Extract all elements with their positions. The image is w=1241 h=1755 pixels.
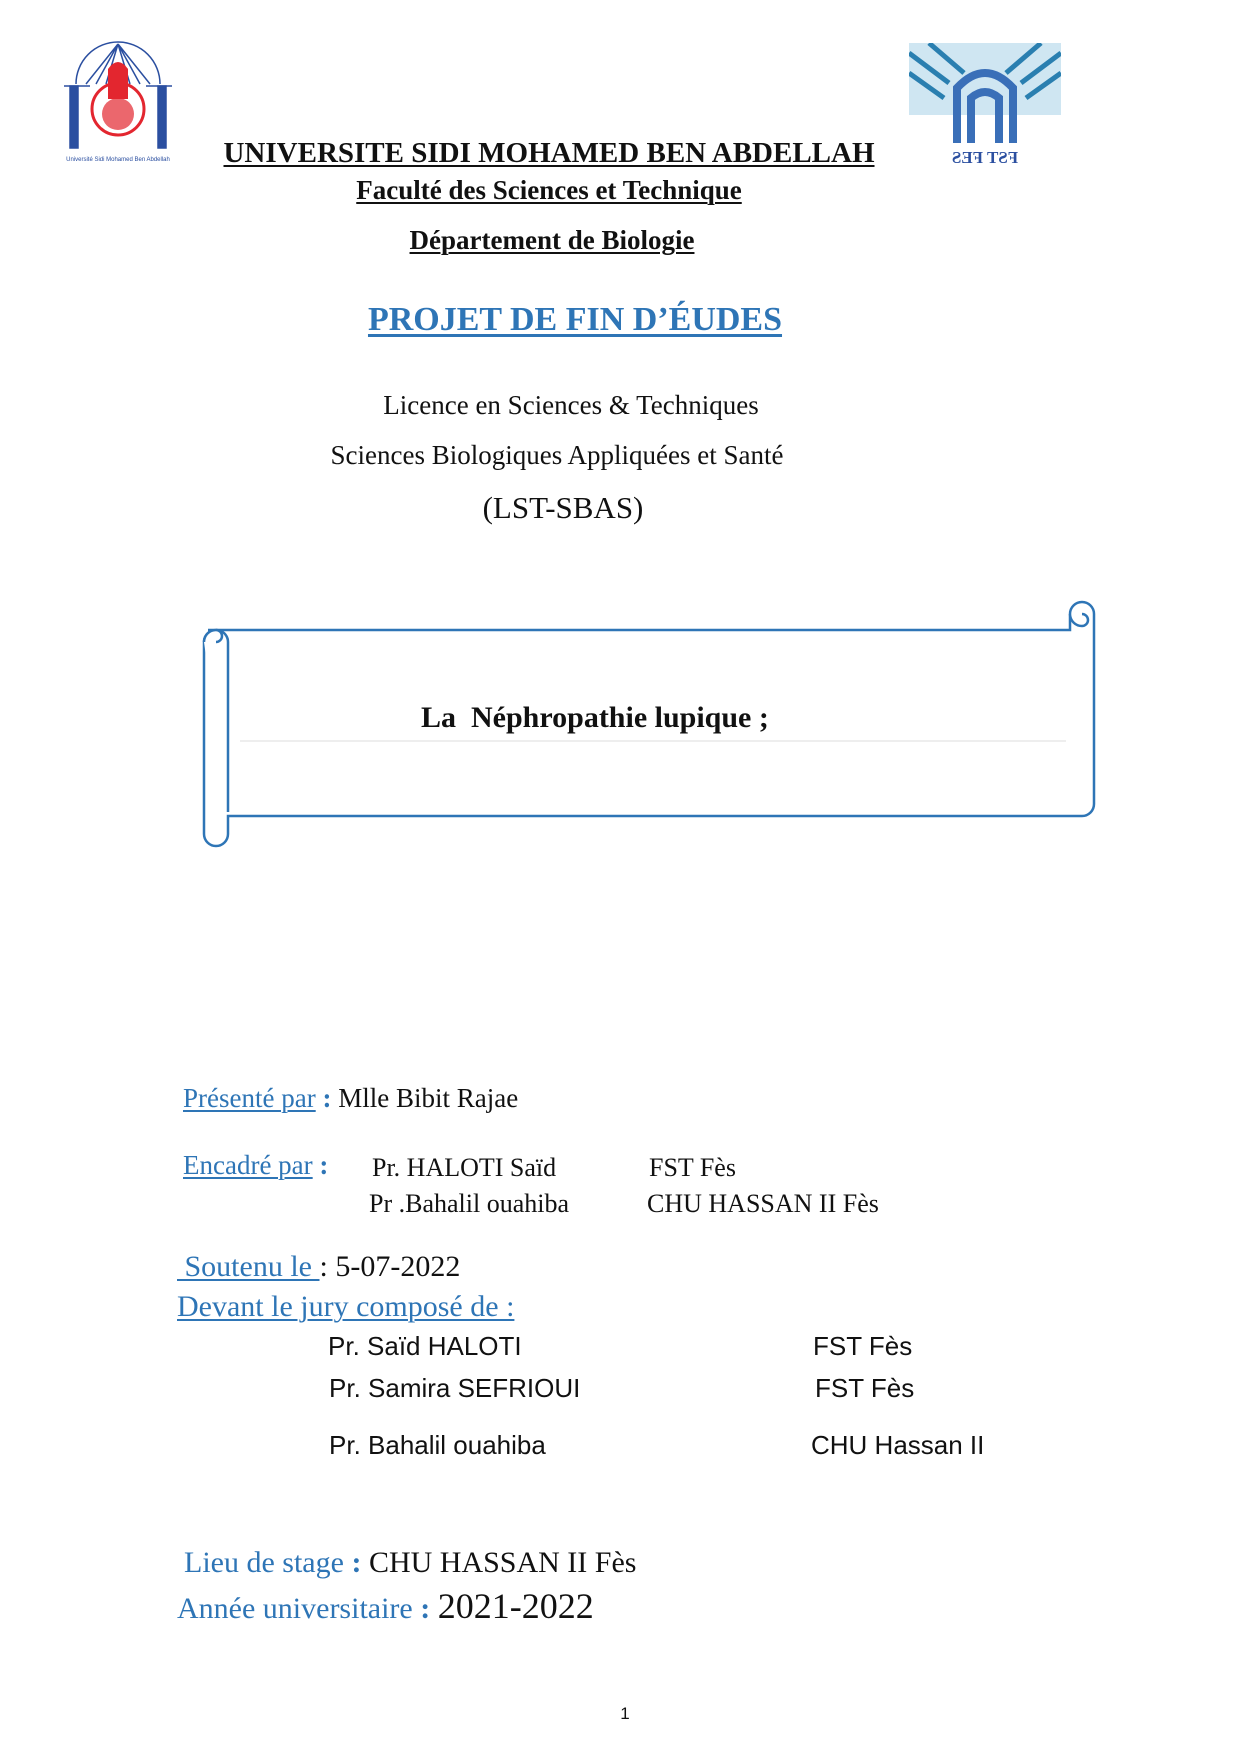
internship-value: CHU HASSAN II Fès (368, 1546, 637, 1579)
defended-sep: : (319, 1250, 336, 1283)
fst-logo (909, 43, 1061, 168)
year-label: Année universitaire (177, 1592, 413, 1625)
university-logo (56, 14, 180, 168)
defended-label: Soutenu le (177, 1250, 320, 1283)
supervised-label: Encadré par (183, 1150, 313, 1180)
supervisor-name: Pr .Bahalil ouahiba (369, 1189, 570, 1218)
jury-member-org: FST Fès (813, 1331, 913, 1361)
jury-member-name: Pr. Bahalil ouahiba (329, 1430, 546, 1460)
thesis-title: La Néphropathie lupique ; (421, 701, 769, 734)
specialty: Sciences Biologiques Appliquées et Santé (330, 440, 784, 470)
department-name: Département de Biologie (409, 225, 695, 255)
defended-date: 5-07-2022 (335, 1250, 461, 1283)
jury-member-name: Pr. Samira SEFRIOUI (329, 1373, 581, 1403)
fst-logo-text: FST FES (951, 148, 1019, 167)
project-title: PROJET DE FIN D’ÉUDES (367, 301, 783, 338)
internship-label: Lieu de stage (184, 1546, 344, 1579)
jury-label: Devant le jury composé de : (177, 1290, 515, 1323)
supervisor-name: Pr. HALOTI Saïd (372, 1153, 557, 1182)
university-logo-text: Université Sidi Mohamed Ben Abdellah (66, 157, 170, 163)
supervised-sep: : (312, 1150, 336, 1180)
faculty-name: Faculté des Sciences et Technique (356, 175, 742, 205)
year-value: 2021-2022 (437, 1586, 594, 1626)
program-code: (LST-SBAS) (482, 490, 644, 525)
page-number: 1 (620, 1704, 630, 1723)
internship-sep: : (343, 1546, 369, 1579)
jury-member-org: FST Fès (815, 1373, 915, 1403)
degree: Licence en Sciences & Techniques (383, 390, 759, 420)
jury-member-org: CHU Hassan II (811, 1430, 985, 1460)
presented-label: Présenté par (183, 1083, 316, 1113)
presented-value: Mlle Bibit Rajae (338, 1083, 519, 1113)
university-name: UNIVERSITE SIDI MOHAMED BEN ABDELLAH (223, 137, 875, 169)
presented-sep: : (315, 1083, 339, 1113)
year-sep: : (412, 1592, 438, 1625)
supervisor-org: CHU HASSAN II Fès (647, 1189, 879, 1218)
jury-member-name: Pr. Saïd HALOTI (328, 1331, 522, 1361)
supervisor-org: FST Fès (649, 1153, 736, 1182)
